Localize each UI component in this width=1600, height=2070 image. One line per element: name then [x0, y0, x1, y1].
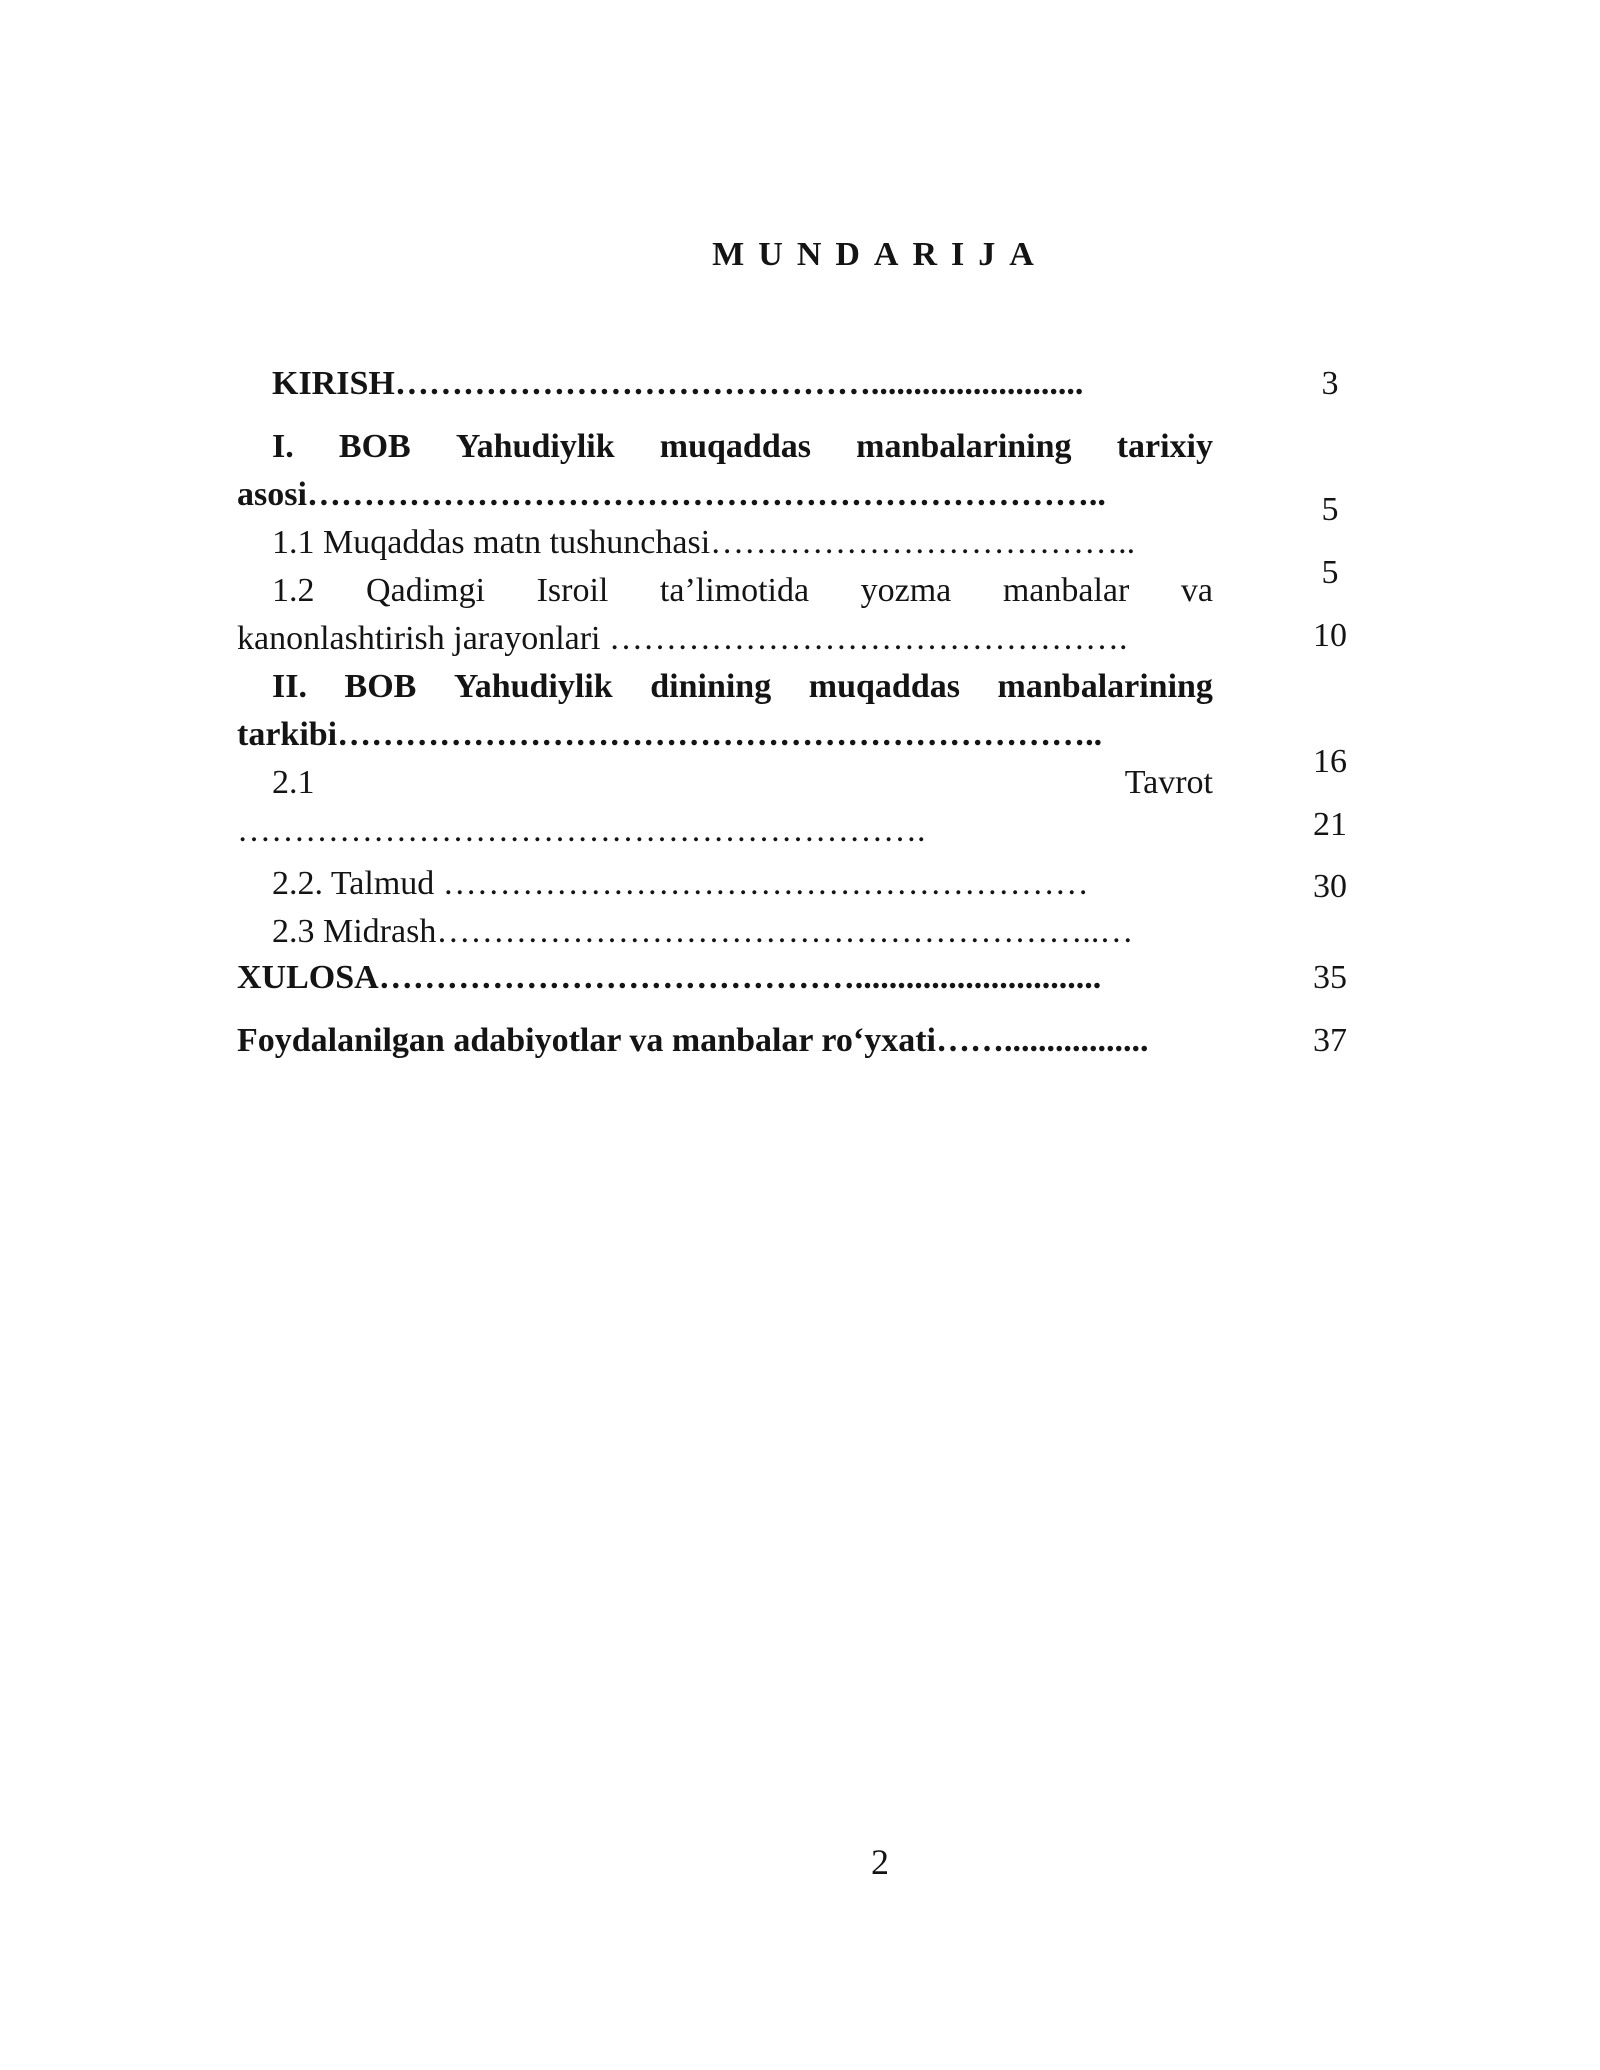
toc-entry-2-2: 2.2. Talmud ………………………………………………… [272, 865, 1089, 902]
toc-entry-2-3: 2.3 Midrash…………………………………………………..… [272, 913, 1134, 950]
toc-word: Yahudiylik [455, 428, 615, 465]
toc-page-1-2: 10 [1313, 617, 1347, 654]
toc-page-2-1: 21 [1313, 806, 1347, 843]
toc-word: II. [272, 668, 307, 705]
toc-word: 1.2 [272, 572, 315, 609]
page-title: MUNDARIJA [712, 236, 1048, 273]
toc-entry-xulosa: XULOSA……………………………………............................. [237, 959, 1102, 996]
toc-entry-2-1-cont: ……………………………………………………. [237, 812, 926, 849]
toc-word: ta’limotida [659, 572, 810, 609]
toc-word: manbalarining [997, 668, 1213, 705]
toc-entry-1-1: 1.1 Muqaddas matn tushunchasi……………………………….. [272, 524, 1136, 561]
toc-word: manbalarining [856, 428, 1072, 465]
toc-page-2-2: 30 [1313, 868, 1347, 905]
toc-page-kirish: 3 [1321, 365, 1339, 402]
toc-word: BOB [338, 428, 411, 465]
toc-entry-bob2 [272, 667, 1213, 707]
toc-entry-1-2-cont: kanonlashtirish jarayonlari ………………………………………. [237, 620, 1128, 657]
toc-entry-bob1-cont: asosi…………………………………………………………….. [237, 476, 1106, 513]
toc-page-bob2: 16 [1313, 743, 1347, 780]
toc-entry-2-1 [272, 763, 1213, 803]
toc-word: Yahudiylik [453, 668, 613, 705]
toc-entry-bob2-cont: tarkibi………………………………………………………….. [237, 716, 1103, 753]
toc-word: Isroil [536, 572, 609, 609]
toc-entry-adabiyotlar: Foydalanilgan adabiyotlar va manbalar ro‘yxati……................. [237, 1022, 1149, 1059]
toc-word: dinining [650, 668, 772, 705]
toc-word: I. [272, 428, 294, 465]
page-number: 2 [871, 1842, 889, 1882]
toc-word: manbalar [1002, 572, 1130, 609]
toc-word: muqaddas [808, 668, 960, 705]
toc-word: Qadimgi [366, 572, 486, 609]
toc-word: muqaddas [659, 428, 811, 465]
toc-word: va [1180, 572, 1213, 609]
toc-word: BOB [344, 668, 417, 705]
toc-entry-bob1 [272, 427, 1213, 467]
toc-word: Tavrot [1124, 764, 1213, 801]
toc-word: 2.1 [272, 764, 315, 801]
toc-page-1-1: 5 [1321, 554, 1339, 591]
toc-entry-1-2 [272, 571, 1213, 611]
toc-entry-kirish: KIRISH……………………………………......................... [272, 365, 1084, 402]
toc-page-xulosa: 35 [1313, 959, 1347, 996]
toc-page-adabiyotlar: 37 [1313, 1022, 1347, 1059]
toc-word: tarixiy [1116, 428, 1213, 465]
toc-page-bob1: 5 [1321, 491, 1339, 528]
toc-word: yozma [860, 572, 952, 609]
